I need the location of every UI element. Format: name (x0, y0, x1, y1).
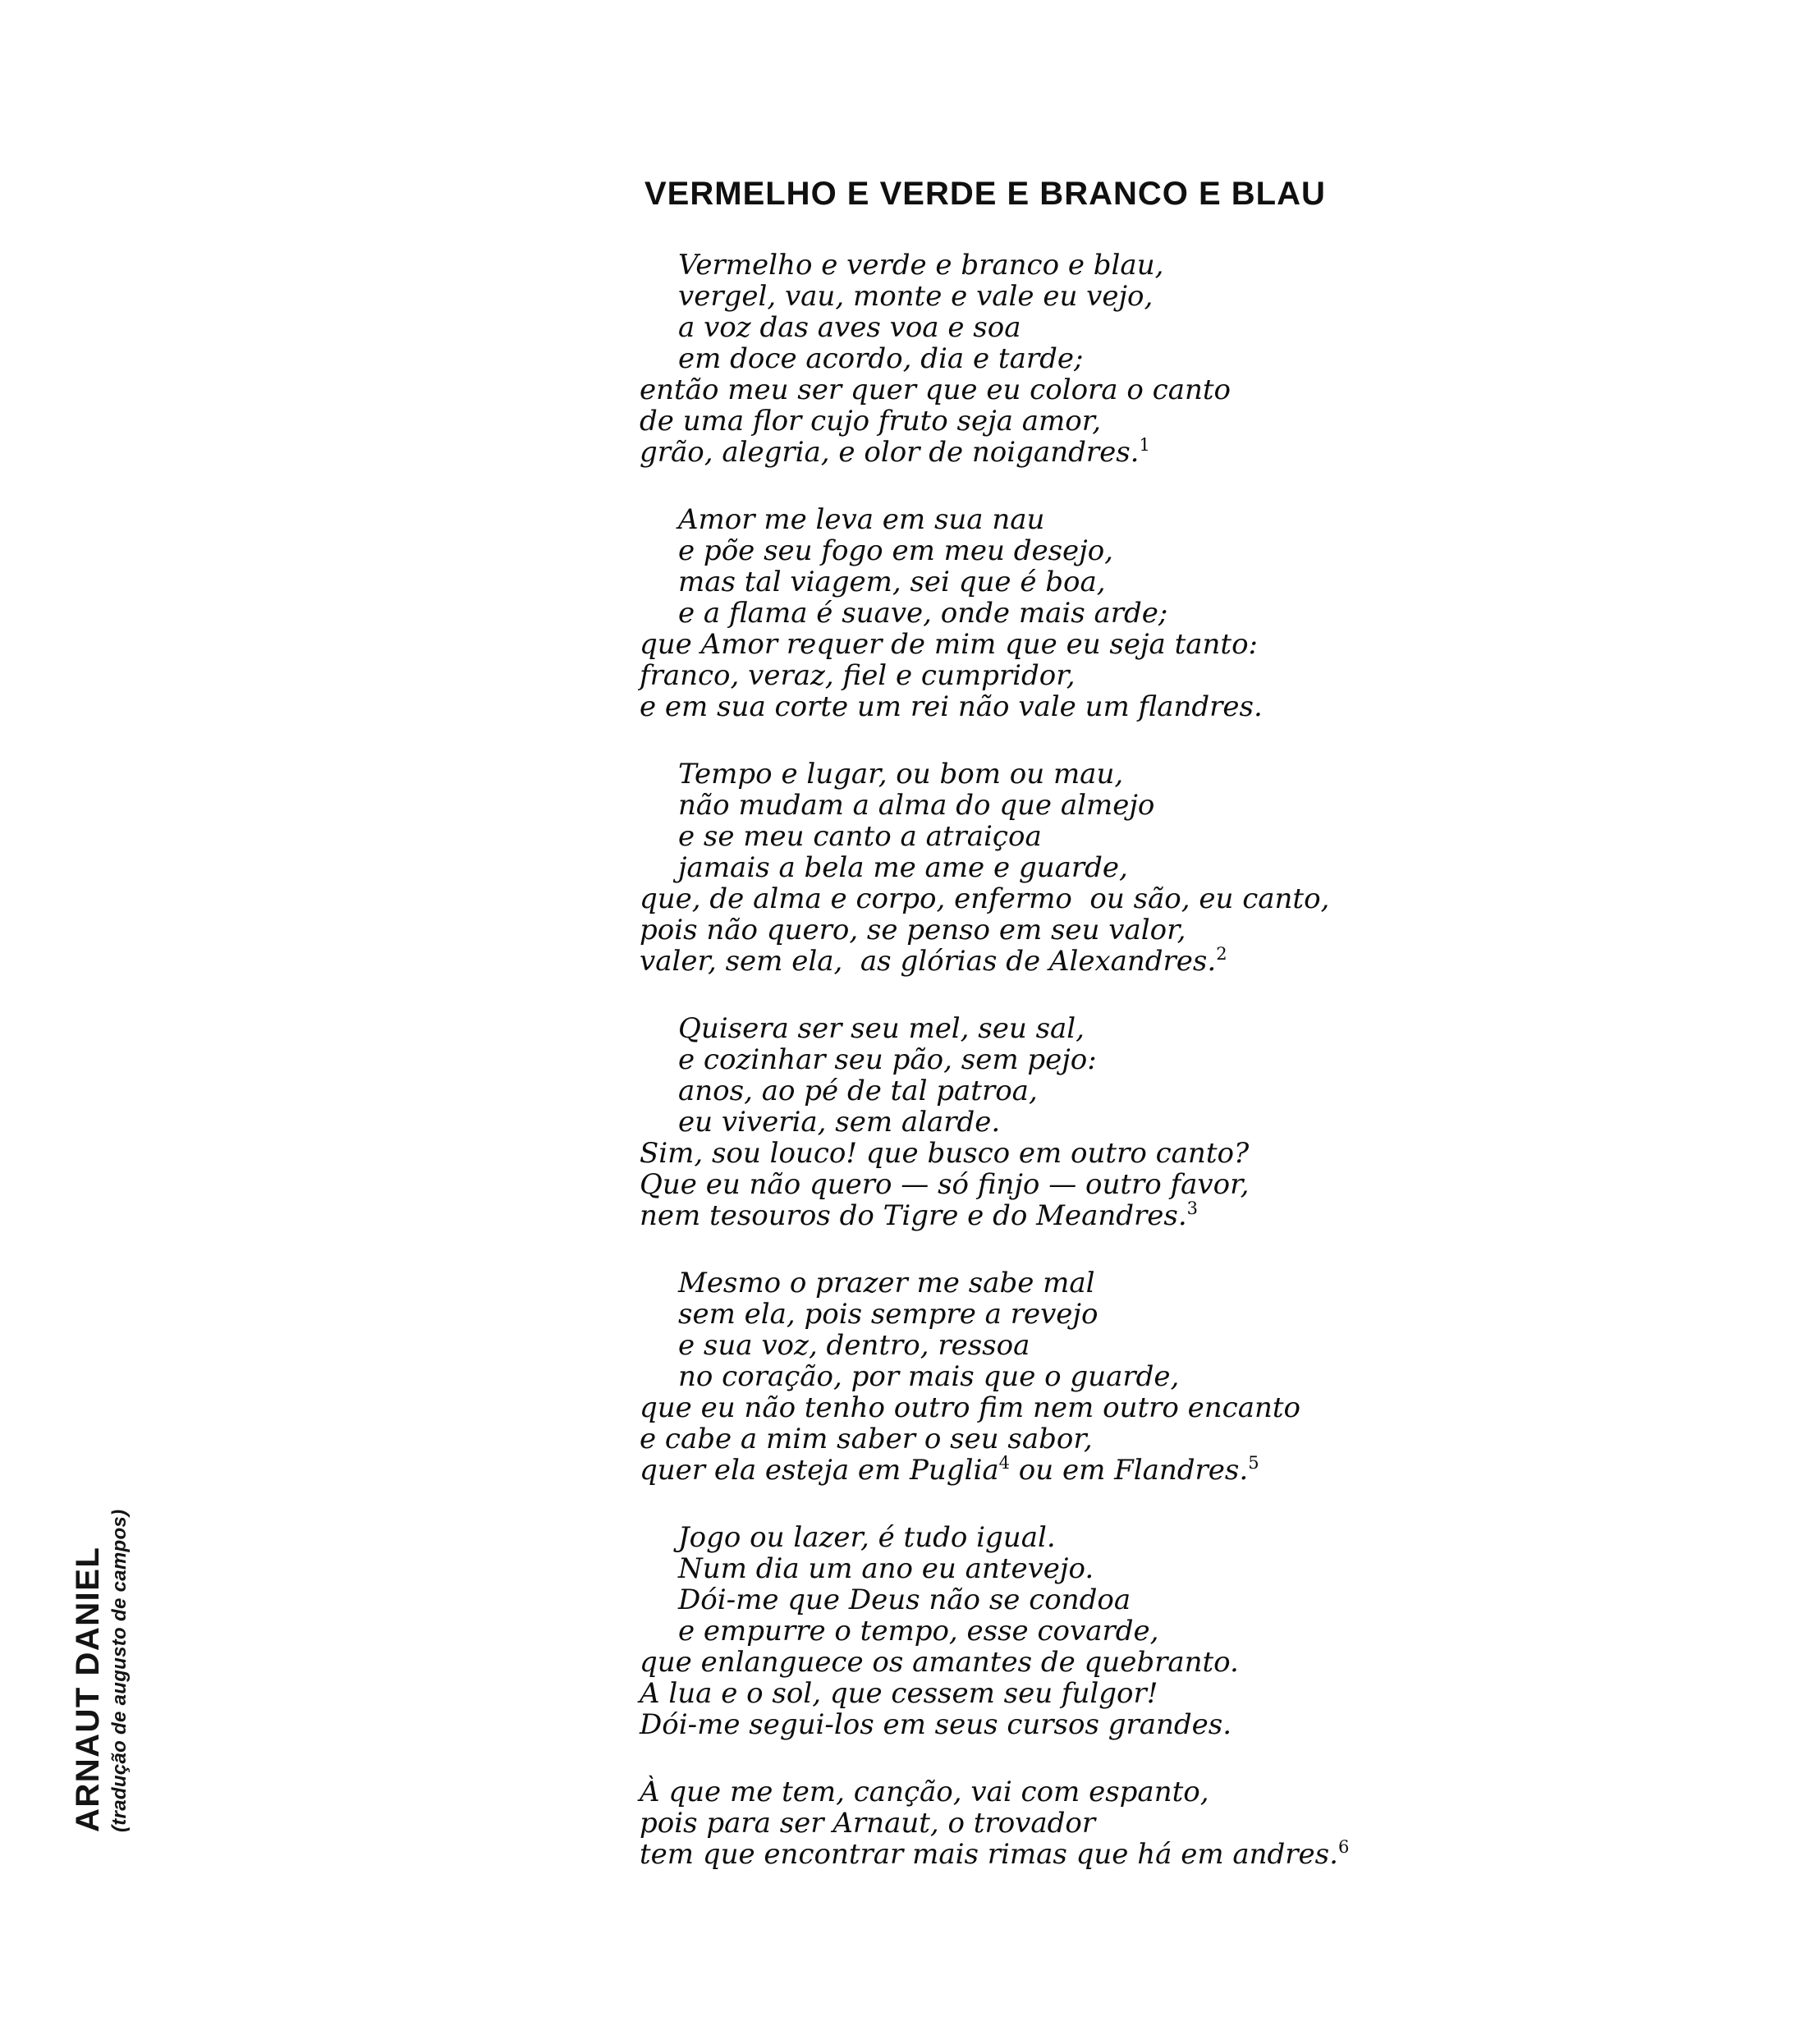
poem-line (640, 535, 1349, 566)
poem-line (640, 821, 1349, 852)
poem-line-text: eu viveria, sem alarde. (678, 1106, 1001, 1139)
poem-line (640, 758, 1349, 790)
author-sidebar (69, 1509, 132, 1832)
poem-line (640, 1584, 1349, 1615)
poem-line-text: anos, ao pé de tal patroa, (678, 1075, 1038, 1107)
poem-line (640, 1107, 1349, 1138)
footnote-marker: 1 (1139, 435, 1150, 455)
poem-line (640, 1455, 1349, 1486)
poem-line (640, 946, 1349, 977)
poem-line (640, 1522, 1349, 1553)
poem-line (640, 406, 1349, 437)
poem-line (640, 1267, 1349, 1299)
poem-line (640, 281, 1349, 312)
stanza-2 (640, 504, 1349, 722)
poem-line (640, 437, 1349, 468)
poem-line-text: Que eu não quero — só finjo — outro favor, (640, 1168, 1250, 1201)
poem-line-text: Quisera ser seu mel, seu sal, (678, 1012, 1085, 1045)
poem-line (640, 374, 1349, 406)
poem-line-text: quer ela esteja em Puglia (640, 1454, 999, 1487)
poem-line-text: Amor me leva em sua nau (678, 503, 1045, 536)
poem-line (640, 1169, 1349, 1200)
footnote-marker: 4 (998, 1453, 1010, 1473)
poem-line (640, 1138, 1349, 1169)
poem-line (640, 566, 1349, 598)
stanza-6 (640, 1522, 1349, 1740)
poem-line-text: e a flama é suave, onde mais arde; (678, 597, 1168, 630)
poem-line-text: Num dia um ano eu antevejo. (678, 1552, 1094, 1585)
poem-line-text: franco, veraz, fiel e cumpridor, (640, 659, 1076, 692)
poem-line (640, 598, 1349, 629)
poem-line-text: e em sua corte um rei não vale um flandres. (640, 690, 1263, 723)
poem-line (640, 852, 1349, 883)
poem-line (640, 1615, 1349, 1647)
poem-line-text: a voz das aves voa e soa (678, 311, 1021, 344)
poem-line (640, 1299, 1349, 1330)
poem-line-text: então meu ser quer que eu colora o canto (640, 374, 1231, 406)
poem-line-text: que enlanguece os amantes de quebranto. (640, 1646, 1239, 1679)
poem-line-text: em doce acordo, dia e tarde; (678, 342, 1084, 375)
poem-line (640, 1423, 1349, 1455)
poem-line-text: que, de alma e corpo, enfermo ou são, eu canto, (640, 882, 1330, 915)
poem-line (640, 312, 1349, 343)
poem-line-text: e cozinhar seu pão, sem pejo: (678, 1043, 1097, 1076)
author-name: ARNAUT DANIEL (70, 1546, 106, 1832)
poem-line-text: Dói-me segui-los em seus cursos grandes. (640, 1708, 1232, 1741)
poem-line-text: vergel, vau, monte e vale eu vejo, (678, 280, 1154, 313)
footnote-marker: 3 (1186, 1198, 1199, 1218)
poem-line-text: e sua voz, dentro, ressoa (678, 1329, 1030, 1362)
poem-line (640, 1839, 1349, 1870)
footnote-marker: 6 (1337, 1837, 1350, 1857)
poem-line-text: mas tal viagem, sei que é boa, (678, 566, 1106, 598)
poem-line (640, 883, 1349, 914)
poem-line-text: Jogo ou lazer, é tudo igual. (678, 1521, 1056, 1554)
poem-line (640, 1075, 1349, 1107)
stanza-5 (640, 1267, 1349, 1486)
poem-line (640, 1013, 1349, 1044)
poem-line (640, 660, 1349, 691)
poem-line-text: no coração, por mais que o guarde, (678, 1360, 1180, 1393)
poem-line-text: valer, sem ela, as glórias de Alexandres. (640, 945, 1217, 978)
poem-line (640, 1776, 1349, 1808)
poem-line (640, 1361, 1349, 1392)
poem-line (640, 691, 1349, 722)
poem-line-text: pois não quero, se penso em seu valor, (640, 914, 1186, 946)
footnote-marker: 5 (1248, 1453, 1259, 1473)
poem-line-text: e se meu canto a atraiçoa (678, 820, 1042, 853)
poem-line-text: Sim, sou louco! que busco em outro canto? (640, 1137, 1250, 1170)
poem-line-text: e cabe a mim saber o seu sabor, (640, 1423, 1093, 1455)
poem-line (640, 1808, 1349, 1839)
poem-line-text: que Amor requer de mim que eu seja tanto: (640, 628, 1259, 661)
poem-line (640, 790, 1349, 821)
stanza-3 (640, 758, 1349, 977)
poem-line-text: Mesmo o prazer me sabe mal (678, 1267, 1095, 1299)
stanza-1 (640, 250, 1349, 468)
poem-line-text: sem ela, pois sempre a revejo (678, 1298, 1099, 1331)
poem-body (640, 250, 1349, 1906)
poem-line-text: À que me tem, canção, vai com espanto, (640, 1776, 1209, 1808)
poem-line-text: Dói-me que Deus não se condoa (678, 1583, 1131, 1616)
poem-line (640, 250, 1349, 281)
poem-line-text: e põe seu fogo em meu desejo, (678, 534, 1113, 567)
translation-credit: (tradução de augusto de campos) (108, 1509, 131, 1832)
poem-line (640, 504, 1349, 535)
stanza-4 (640, 1013, 1349, 1231)
footnote-marker: 2 (1216, 944, 1227, 964)
stanza-7 (640, 1776, 1349, 1870)
poem-title: VERMELHO E VERDE E BRANCO E BLAU (644, 176, 1326, 212)
poem-line (640, 1553, 1349, 1584)
poem-line-text: Tempo e lugar, ou bom ou mau, (678, 758, 1124, 791)
poem-line (640, 343, 1349, 374)
poem-line (640, 1709, 1349, 1740)
poem-line-text: pois para ser Arnaut, o trovador (640, 1807, 1096, 1840)
poem-line-text: e empurre o tempo, esse covarde, (678, 1615, 1159, 1648)
poem-line (640, 1044, 1349, 1075)
poem-line-text: ou em Flandres. (1010, 1454, 1249, 1487)
poem-line (640, 1330, 1349, 1361)
poem-line (640, 1678, 1349, 1709)
poem-line-text: Vermelho e verde e branco e blau, (678, 249, 1164, 282)
poem-line-text: jamais a bela me ame e guarde, (678, 851, 1128, 884)
poem-line-text: tem que encontrar mais rimas que há em andres. (640, 1838, 1338, 1871)
poem-line (640, 1647, 1349, 1678)
poem-line-text: de uma flor cujo fruto seja amor, (640, 405, 1102, 438)
poem-line (640, 629, 1349, 660)
poem-line-text: não mudam a alma do que almejo (678, 789, 1155, 822)
poem-line (640, 1392, 1349, 1423)
poem-line (640, 1200, 1349, 1231)
poem-line-text: que eu não tenho outro fim nem outro encanto (640, 1391, 1300, 1424)
poem-line-text: nem tesouros do Tigre e do Meandres. (640, 1199, 1187, 1232)
poem-line-text: A lua e o sol, que cessem seu fulgor! (640, 1677, 1158, 1710)
poem-line-text: grão, alegria, e olor de noigandres. (640, 436, 1140, 469)
poem-line (640, 914, 1349, 946)
